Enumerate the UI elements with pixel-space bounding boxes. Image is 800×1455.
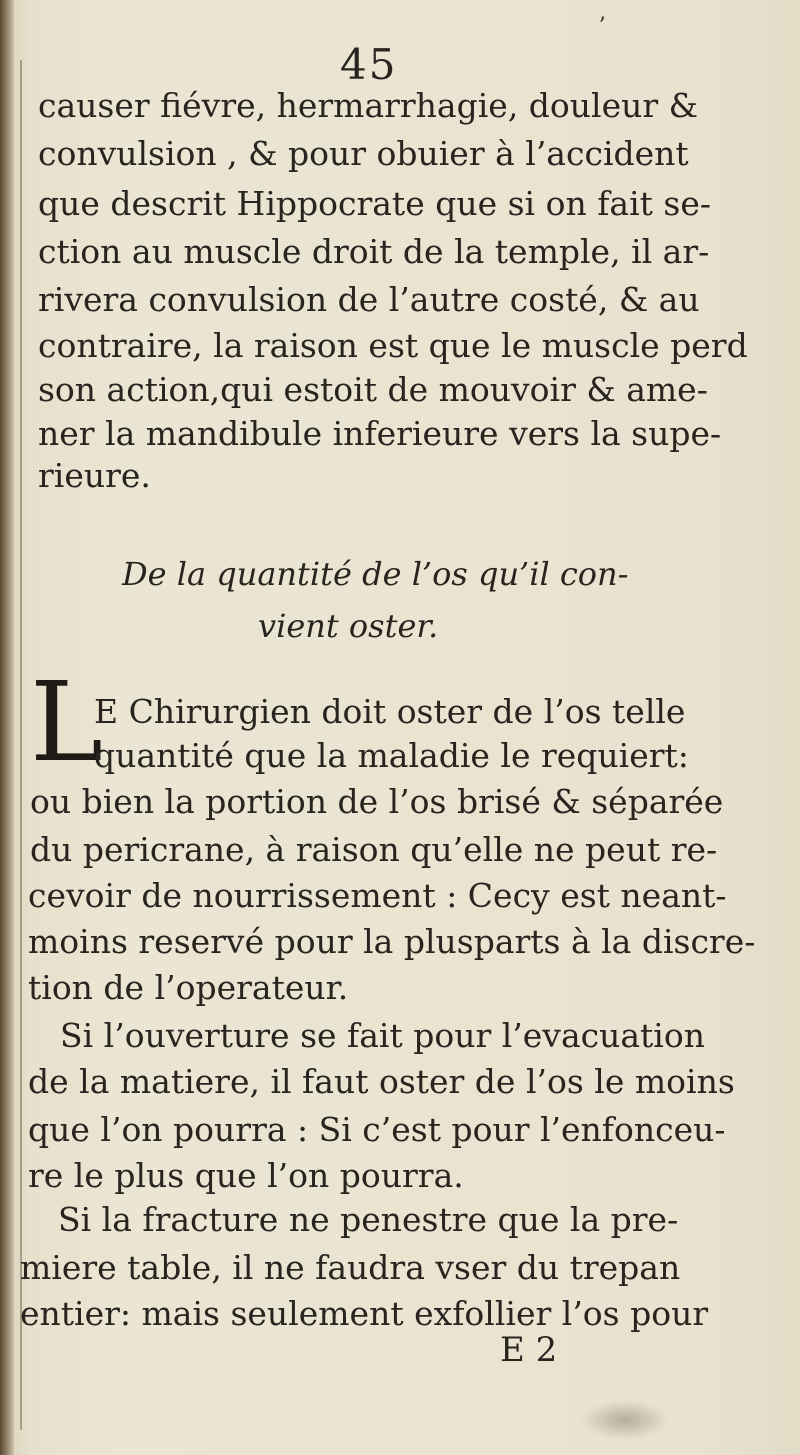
text-line: tion de l’operateur.: [28, 968, 349, 1007]
text-line: rivera convulsion de l’autre costé, & au: [38, 280, 700, 319]
ink-mark: ʼ: [598, 14, 605, 39]
section-heading-line-1: De la quantité de l’os qu’il con-: [122, 555, 629, 593]
text-line: miere table, il ne faudra vser du trepan: [20, 1248, 681, 1287]
text-line: E Chirurgien doit oster de l’os telle: [94, 692, 686, 731]
text-line: quantité que la maladie le requiert:: [94, 736, 689, 775]
text-line: ction au muscle droit de la temple, il ar-: [38, 232, 710, 271]
text-line: que l’on pourra : Si c’est pour l’enfonceu-: [28, 1110, 726, 1149]
text-line: Si la fracture ne penestre que la pre-: [58, 1200, 679, 1239]
text-line: Si l’ouverture se fait pour l’evacuation: [60, 1016, 705, 1055]
text-line: causer fiévre, hermarrhagie, douleur &: [38, 86, 699, 125]
binding-gutter: [0, 0, 14, 1455]
drop-cap: L: [30, 658, 104, 786]
text-line: contraire, la raison est que le muscle perd: [38, 326, 748, 365]
text-line: de la matiere, il faut oster de l’os le moins: [28, 1062, 735, 1101]
text-line: que descrit Hippocrate que si on fait se-: [38, 184, 712, 223]
text-line: moins reservé pour la plusparts à la discre-: [28, 922, 756, 961]
text-line: ner la mandibule inferieure vers la supe-: [38, 414, 722, 453]
text-line: convulsion , & pour obuier à l’accident: [38, 134, 689, 173]
section-heading-line-2: vient oster.: [258, 607, 439, 645]
binding-shadow-line: [20, 60, 22, 1430]
page-number: 45: [340, 40, 398, 89]
text-line: rieure.: [38, 456, 151, 495]
text-line: son action,qui estoit de mouvoir & ame-: [38, 370, 708, 409]
ink-smudge: [580, 1400, 670, 1440]
text-line: du pericrane, à raison qu’elle ne peut re-: [30, 830, 718, 869]
signature-mark: E 2: [500, 1330, 558, 1370]
text-line: entier: mais seulement exfollier l’os pour: [20, 1294, 709, 1333]
text-line: cevoir de nourrissement : Cecy est neant-: [28, 876, 727, 915]
text-line: re le plus que l’on pourra.: [28, 1156, 464, 1195]
text-line: ou bien la portion de l’os brisé & séparée: [30, 782, 724, 821]
